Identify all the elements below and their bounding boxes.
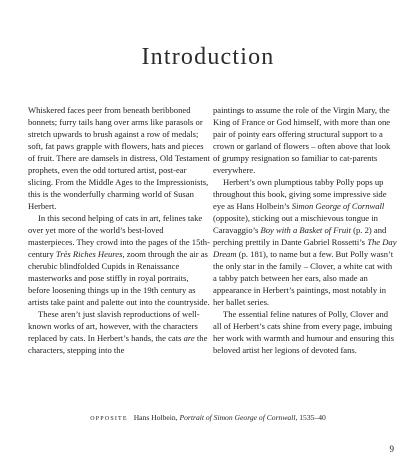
- italic-title-text: Simon George of Cornwall: [291, 201, 385, 211]
- body-paragraph: [28, 308, 212, 356]
- body-paragraph: [213, 308, 397, 356]
- paragraph-text: , zoom through the air as cherubic blindfolded Cupids in Renaissance masterworks and pose stiffly in royal portraits, before loosening things up in the 19th century as artists take paint and palette out into the countryside.: [28, 249, 210, 307]
- body-paragraph: [28, 104, 212, 212]
- paragraph-text: (opposite), sticking out a mischievous tongue in Caravaggio’s: [213, 213, 378, 235]
- italic-title-text: Boy with a Basket of Fruit: [260, 225, 351, 235]
- caption-label: OPPOSITE: [90, 416, 128, 422]
- right-text-column: [213, 104, 397, 356]
- paragraph-text: The essential feline natures of Polly, Clover and all of Herbert’s cats shine from every page, imbuing her work with warmth and humour and ensuring this beloved artist her legions of devoted fans.: [213, 309, 394, 355]
- caption-date: , 1535–40: [295, 413, 326, 422]
- page-title: Introduction: [141, 44, 275, 70]
- body-paragraph: [213, 104, 397, 176]
- figure-caption: [28, 413, 388, 422]
- page-number: 9: [389, 444, 394, 454]
- paragraph-text: Whiskered faces peer from beneath beribboned bonnets; furry tails hang over arms like parasols or stretch upwards to brush against a row of medals; soft, fat paws grapple with flowers, hats and pieces of fruit. There are damsels in distress, Old Testament prophets, even the odd tortured artist, post-ear slicing. From the Middle Ages to the Impressionists, this is the wonderfully charming world of Susan Herbert.: [28, 105, 210, 211]
- body-paragraph: [28, 212, 212, 308]
- paragraph-text: paintings to assume the role of the Virgin Mary, the King of France or God himself, with more than one pair of pointy ears offering structural support to a crown or garland of flowers – often above that look of grumpy resignation so familiar to cat-parents everywhere.: [213, 105, 391, 175]
- caption-work-title: Portrait of Simon George of Cornwall: [179, 413, 296, 422]
- italic-title-text: The Day Dream: [213, 237, 397, 259]
- paragraph-text: the characters, stepping into the: [28, 333, 208, 355]
- caption-artist: Hans Holbein,: [133, 413, 180, 422]
- paragraph-text: (p. 2) and perching prettily in Dante Gabriel Rossetti’s: [213, 225, 387, 247]
- body-paragraph: [213, 176, 397, 308]
- left-text-column: [28, 104, 212, 356]
- paragraph-text: These aren’t just slavish reproductions of well-known works of art, however, with the characters replaced by cats. In Herbert’s hands, the cats: [28, 309, 200, 343]
- paragraph-text: Herbert’s own plumptious tabby Polly pops up throughout this book, giving some impressive side eye as Hans Holbein’s: [213, 177, 387, 211]
- paragraph-text: (p. 181), to name but a few. But Polly wasn’t the only star in the family – Clover, a white cat with a tabby patch between her ears, also made an appearance in Herbert’s paintings, most notably in her ballet series.: [213, 249, 394, 307]
- italic-title-text: are: [183, 333, 195, 343]
- paragraph-text: In this second helping of cats in art, felines take over yet more of the world’s best-loved masterpieces. They crowd into the pages of the 15th-century: [28, 213, 210, 259]
- italic-title-text: Très Riches Heures: [55, 249, 123, 259]
